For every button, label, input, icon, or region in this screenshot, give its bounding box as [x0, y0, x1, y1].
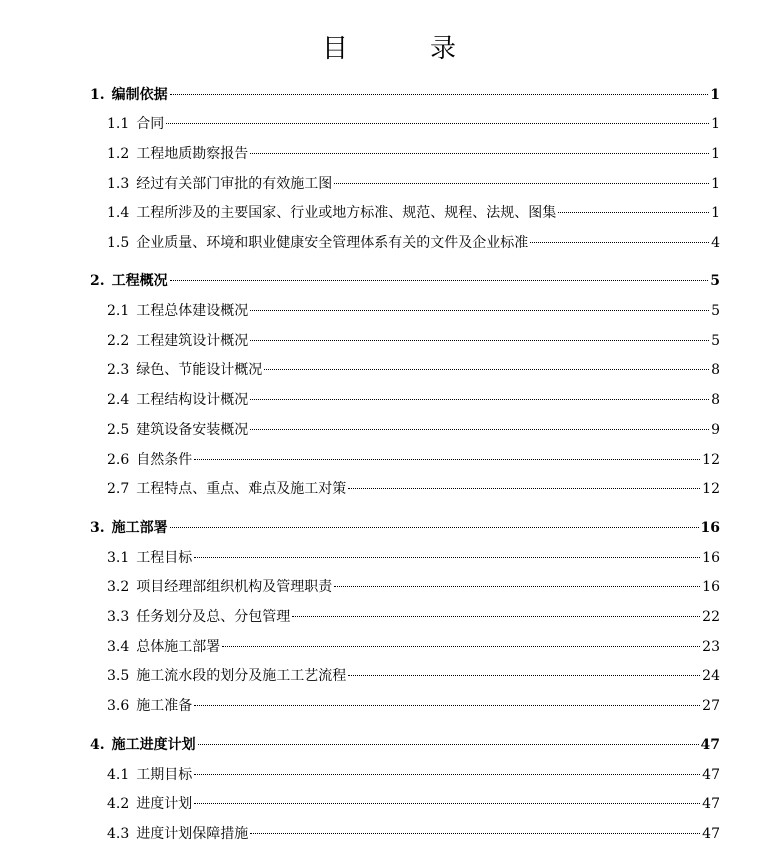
toc-page-number: 47	[700, 737, 720, 753]
toc-page-number: 12	[702, 481, 720, 497]
toc-page-number: 5	[710, 273, 720, 289]
toc-item-number: 1.5	[107, 235, 130, 251]
toc-item-label: 进度计划保障措施	[136, 826, 249, 842]
toc-item-number: 2.4	[107, 392, 130, 408]
toc-page-number: 5	[711, 303, 720, 319]
toc-item-2-4[interactable]	[107, 389, 720, 411]
toc-page-number: 16	[702, 550, 720, 566]
toc-section-label: 编制依据	[111, 87, 168, 103]
toc-item-label: 施工流水段的划分及施工工艺流程	[136, 668, 347, 684]
toc-item-4-3[interactable]	[107, 823, 720, 845]
toc-item-label: 自然条件	[136, 452, 193, 468]
toc-item-4-2[interactable]	[107, 793, 720, 815]
toc-page-number: 1	[711, 176, 720, 192]
toc-item-3-3[interactable]	[107, 606, 720, 628]
toc-item-number: 2.5	[107, 422, 130, 438]
dot-leader	[250, 398, 709, 400]
dot-leader	[166, 122, 709, 124]
toc-item-label: 工程目标	[136, 550, 193, 566]
toc-page-number: 27	[702, 698, 720, 714]
toc-section-2[interactable]	[90, 270, 720, 292]
dot-leader	[348, 674, 700, 676]
toc-item-label: 总体施工部署	[136, 639, 221, 655]
toc-item-2-5[interactable]	[107, 419, 720, 441]
dot-leader	[194, 802, 700, 804]
toc-item-2-3[interactable]	[107, 359, 720, 381]
toc-item-number: 3.5	[107, 668, 130, 684]
toc-page-number: 8	[711, 362, 720, 378]
toc-item-3-1[interactable]	[107, 547, 720, 569]
toc-item-label: 工程总体建设概况	[136, 303, 249, 319]
toc-item-label: 企业质量、环境和职业健康安全管理体系有关的文件及企业标准	[136, 235, 529, 251]
toc-item-number: 4.3	[107, 826, 130, 842]
toc-page-number: 47	[702, 796, 720, 812]
dot-leader	[194, 556, 700, 558]
toc-item-number: 2.6	[107, 452, 130, 468]
toc-page-number: 12	[702, 452, 720, 468]
toc-page-number: 4	[711, 235, 720, 251]
dot-leader	[198, 743, 699, 745]
toc-item-label: 工期目标	[136, 767, 193, 783]
toc-item-2-7[interactable]	[107, 478, 720, 500]
dot-leader	[170, 279, 709, 281]
toc-page-number: 22	[702, 609, 720, 625]
toc-item-number: 3.3	[107, 609, 130, 625]
toc-item-label: 工程建筑设计概况	[136, 333, 249, 349]
toc-item-1-3[interactable]	[107, 173, 720, 195]
toc-section-3[interactable]	[90, 517, 720, 539]
dot-leader	[250, 309, 709, 311]
toc-section-number: 2.	[90, 273, 105, 289]
toc-item-number: 2.7	[107, 481, 130, 497]
page-title: 目 录	[321, 34, 484, 64]
dot-leader	[348, 487, 700, 489]
dot-leader	[222, 645, 700, 647]
toc-item-label: 工程所涉及的主要国家、行业或地方标准、规范、规程、法规、图集	[136, 205, 557, 221]
toc-section-number: 3.	[90, 520, 105, 536]
toc-item-label: 绿色、节能设计概况	[136, 362, 263, 378]
toc-section-number: 4.	[90, 737, 105, 753]
toc-item-label: 工程特点、重点、难点及施工对策	[136, 481, 347, 497]
toc-item-label: 施工准备	[136, 698, 193, 714]
dot-leader	[170, 526, 699, 528]
toc-item-number: 2.3	[107, 362, 130, 378]
toc-page-number: 1	[711, 146, 720, 162]
toc-item-label: 建筑设备安装概况	[136, 422, 249, 438]
dot-leader	[194, 773, 700, 775]
toc-item-number: 1.3	[107, 176, 130, 192]
toc-item-number: 4.1	[107, 767, 130, 783]
toc-item-number: 3.4	[107, 639, 130, 655]
dot-leader	[250, 832, 700, 834]
toc-item-3-5[interactable]	[107, 665, 720, 687]
toc-item-3-2[interactable]	[107, 576, 720, 598]
toc-page-number: 1	[711, 116, 720, 132]
toc-page-number: 1	[710, 87, 720, 103]
toc-section-label: 施工部署	[111, 520, 168, 536]
toc-page-number: 9	[711, 422, 720, 438]
toc-item-3-4[interactable]	[107, 636, 720, 658]
toc-item-number: 1.1	[107, 116, 130, 132]
toc-item-3-6[interactable]	[107, 695, 720, 717]
toc-item-1-1[interactable]	[107, 113, 720, 135]
dot-leader	[334, 585, 700, 587]
toc-page-number: 8	[711, 392, 720, 408]
toc-item-label: 项目经理部组织机构及管理职责	[136, 579, 333, 595]
toc-item-label: 任务划分及总、分包管理	[136, 609, 291, 625]
toc-page-number: 16	[700, 520, 720, 536]
toc-item-1-5[interactable]	[107, 232, 720, 254]
toc-page-number: 47	[702, 826, 720, 842]
toc-page-number: 24	[702, 668, 720, 684]
toc-item-number: 3.1	[107, 550, 130, 566]
dot-leader	[250, 339, 709, 341]
dot-leader	[264, 368, 709, 370]
toc-item-label: 工程地质勘察报告	[136, 146, 249, 162]
toc-page-number: 1	[711, 205, 720, 221]
dot-leader	[292, 615, 700, 617]
toc-item-label: 工程结构设计概况	[136, 392, 249, 408]
toc-page-number: 47	[702, 767, 720, 783]
toc-section-1[interactable]	[90, 84, 720, 106]
toc-item-number: 1.2	[107, 146, 130, 162]
toc-item-number: 3.6	[107, 698, 130, 714]
dot-leader	[170, 93, 709, 95]
toc-section-label: 工程概况	[111, 273, 168, 289]
toc-section-label: 施工进度计划	[111, 737, 196, 753]
toc-item-number: 4.2	[107, 796, 130, 812]
toc-item-number: 3.2	[107, 579, 130, 595]
toc-item-2-1[interactable]	[107, 300, 720, 322]
toc-item-number: 2.1	[107, 303, 130, 319]
toc-item-1-2[interactable]	[107, 143, 720, 165]
toc-item-number: 2.2	[107, 333, 130, 349]
toc-page-number: 5	[711, 333, 720, 349]
dot-leader	[250, 428, 709, 430]
toc-page-number: 16	[702, 579, 720, 595]
toc-item-2-6[interactable]	[107, 449, 720, 471]
toc-section-4[interactable]	[90, 734, 720, 756]
toc-item-1-4[interactable]	[107, 202, 720, 224]
dot-leader	[530, 241, 709, 243]
toc-item-label: 合同	[136, 116, 165, 132]
dot-leader	[334, 182, 709, 184]
dot-leader	[250, 152, 709, 154]
toc-item-label: 经过有关部门审批的有效施工图	[136, 176, 333, 192]
dot-leader	[194, 458, 700, 460]
toc-section-number: 1.	[90, 87, 105, 103]
dot-leader	[558, 211, 709, 213]
toc-page-number: 23	[702, 639, 720, 655]
dot-leader	[194, 704, 700, 706]
toc-item-label: 进度计划	[136, 796, 193, 812]
toc-item-2-2[interactable]	[107, 330, 720, 352]
toc-item-number: 1.4	[107, 205, 130, 221]
toc-item-4-1[interactable]	[107, 764, 720, 786]
